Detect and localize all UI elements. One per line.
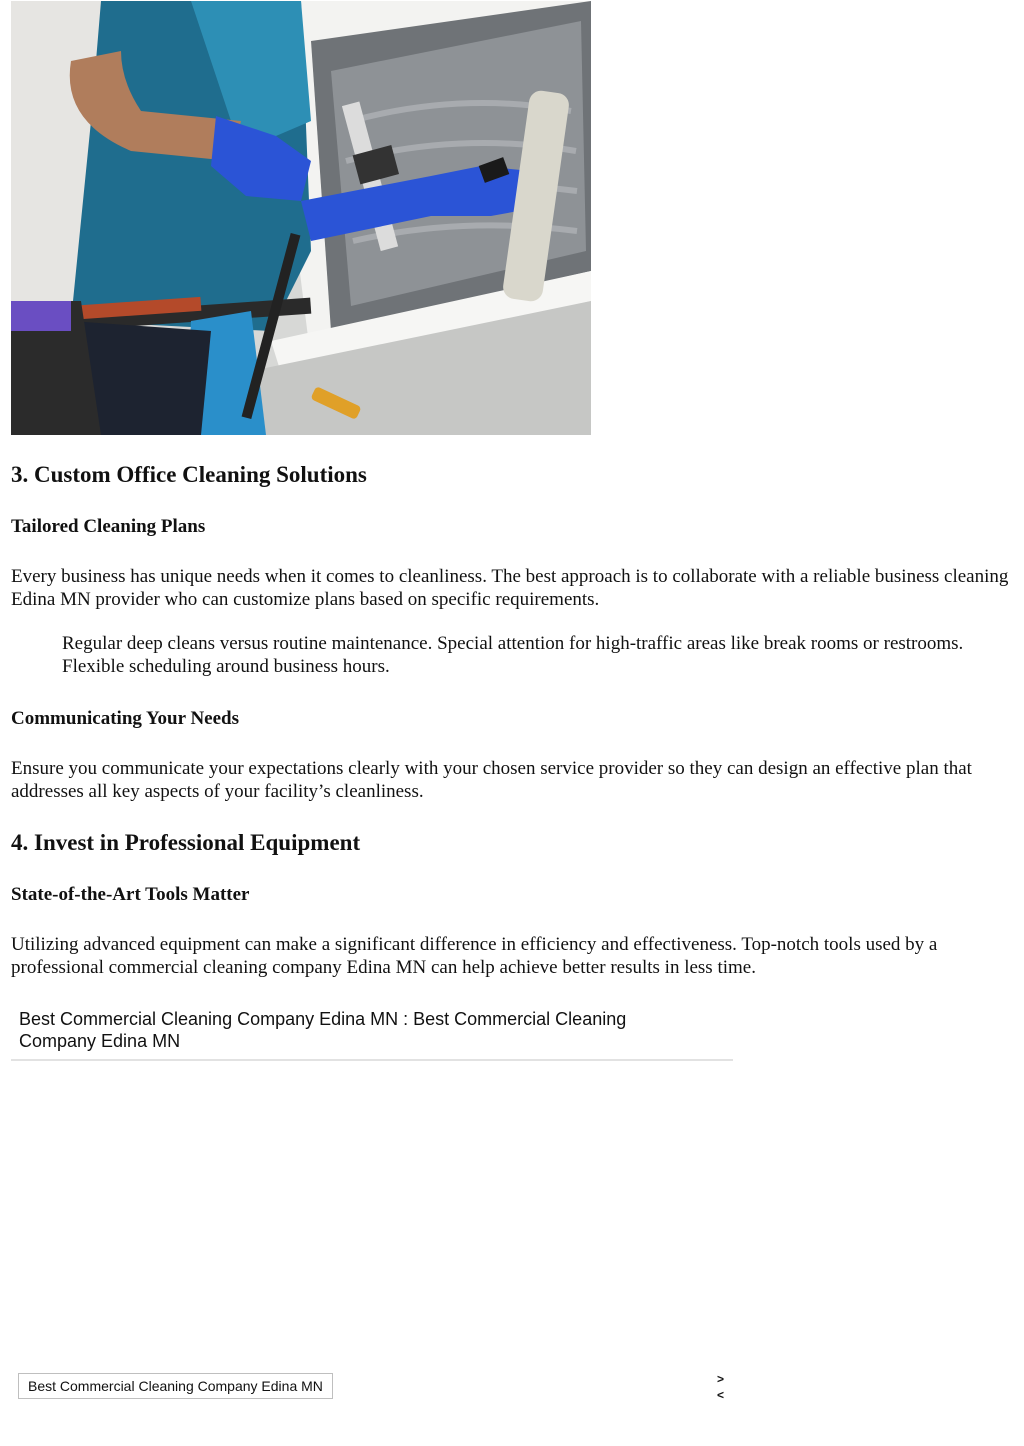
section-3-heading: 3. Custom Office Cleaning Solutions — [11, 462, 367, 487]
prev-arrow-icon[interactable]: < — [717, 1388, 725, 1402]
section-4-heading: 4. Invest in Professional Equipment — [11, 830, 361, 855]
communicating-needs-heading: Communicating Your Needs — [11, 708, 240, 729]
embed-title[interactable]: Best Commercial Cleaning Company Edina MN : Best Commercial Cleaning Company Edina MN — [19, 1009, 627, 1051]
tailored-plans-paragraph: Every business has unique needs when it comes to cleanliness. The best approach is to collaborate with a reliable business cleaning Edina MN provider who can customize plans based on specific requirements. — [11, 566, 1009, 610]
next-arrow-icon[interactable]: > — [717, 1372, 725, 1386]
state-of-art-tools-heading: State-of-the-Art Tools Matter — [11, 884, 250, 905]
embedded-link-card[interactable] — [11, 1006, 733, 1061]
tailored-plans-heading: Tailored Cleaning Plans — [11, 516, 206, 537]
footer-link-button[interactable]: Best Commercial Cleaning Company Edina MN — [18, 1373, 333, 1399]
window-cleaning-photo — [11, 1, 591, 435]
tailored-plans-indented-paragraph: Regular deep cleans versus routine maintenance. Special attention for high-traffic areas like break rooms or restrooms. Flexible scheduling around business hours. — [62, 633, 964, 677]
communicating-needs-paragraph: Ensure you communicate your expectations clearly with your chosen service provider so they can design an effective plan that addresses all key aspects of your facility’s cleanliness. — [11, 758, 972, 802]
state-of-art-tools-paragraph: Utilizing advanced equipment can make a significant difference in efficiency and effectiveness. Top-notch tools used by a professional commercial cleaning company Edina MN can help achieve better results in less time. — [11, 934, 938, 978]
